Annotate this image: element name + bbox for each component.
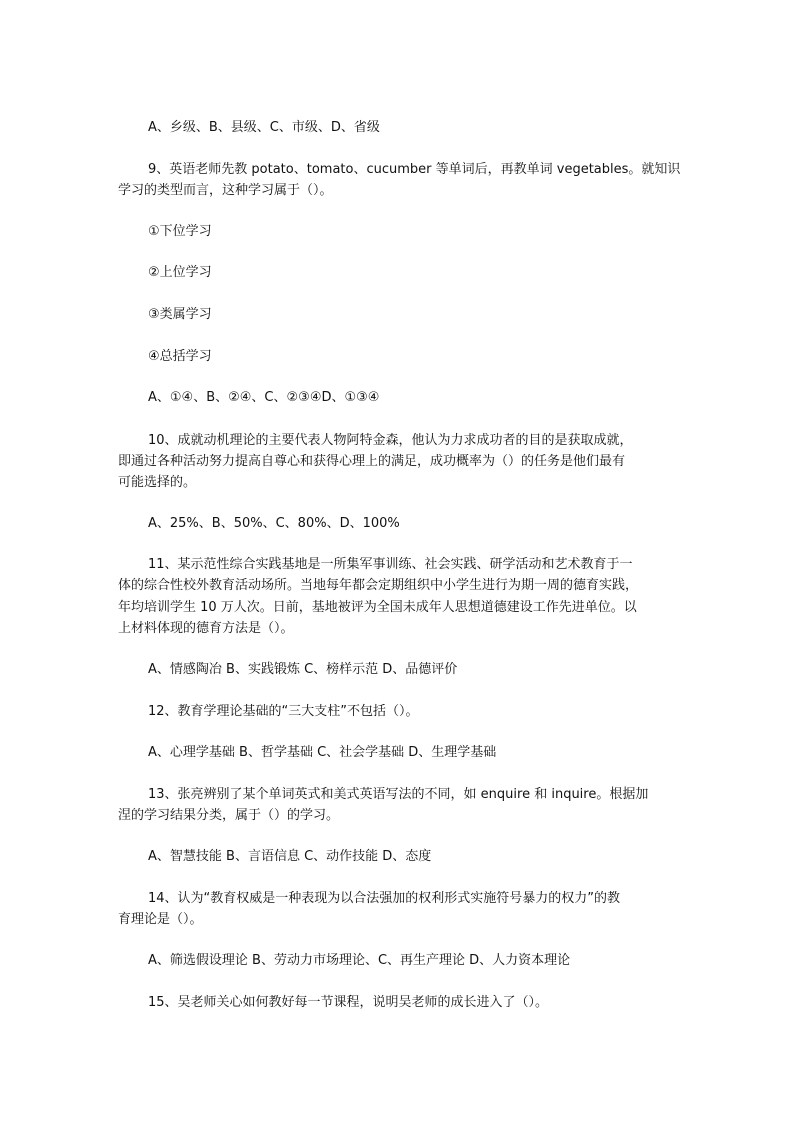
q14-question-line-1: 14、认为“教育权威是一种表现为以合法强加的权利形式实施符号暴力的权力”的教 — [148, 891, 621, 906]
q13-question-line-2: 涅的学习结果分类，属于（）的学习。 — [118, 808, 340, 823]
q13-question-line-1: 13、张亮辨别了某个单词英式和美式英语写法的不同，如 enquire 和 inquire。根据加 — [148, 787, 649, 802]
q15-question: 15、吴老师关心如何教好每一节课程，说明吴老师的成长进入了（）。 — [148, 995, 549, 1010]
q14-question-line-2: 育理论是（）。 — [118, 912, 203, 927]
q11-question-line-2: 体的综合性校外教育活动场所。当地每年都会定期组织中小学生进行为期一周的德育实践， — [118, 578, 639, 593]
q11-question-line-1: 11、某示范性综合实践基地是一所集军事训练、社会实践、研学活动和艺术教育于一 — [148, 557, 633, 572]
q13-options: A、智慧技能 B、言语信息 C、动作技能 D、态度 — [148, 849, 432, 864]
q9-options: A、①④、B、②④、C、②③④D、①③④ — [148, 390, 380, 405]
q14-options: A、筛选假设理论 B、劳动力市场理论、C、再生产理论 D、人力资本理论 — [148, 953, 571, 968]
q10-question-line-2: 即通过各种活动努力提高自尊心和获得心理上的满足，成功概率为（）的任务是他们最有 — [118, 454, 626, 469]
q9-item-1: ①下位学习 — [148, 224, 212, 239]
q10-options: A、25%、B、50%、C、80%、D、100% — [148, 516, 400, 531]
q11-question-line-4: 上材料体现的德育方法是（）。 — [118, 621, 294, 636]
q11-question-line-3: 年均培训学生 10 万人次。日前，基地被评为全国未成年人思想道德建设工作先进单位。以 — [118, 600, 637, 615]
q12-options: A、心理学基础 B、哲学基础 C、社会学基础 D、生理学基础 — [148, 745, 497, 760]
q10-question-line-1: 10、成就动机理论的主要代表人物阿特金森，他认为力求成功者的目的是获取成就， — [148, 433, 633, 448]
q12-question: 12、教育学理论基础的“三大支柱”不包括（）。 — [148, 704, 419, 719]
q9-item-2: ②上位学习 — [148, 265, 212, 280]
q8-options: A、乡级、B、县级、C、市级、D、省级 — [148, 120, 380, 135]
q9-question-line-2: 学习的类型而言，这种学习属于（）。 — [118, 183, 333, 198]
q9-item-3: ③类属学习 — [148, 307, 212, 322]
q11-options: A、情感陶冶 B、实践锻炼 C、榜样示范 D、品德评价 — [148, 662, 458, 677]
q9-question-line-1: 9、英语老师先教 potato、tomato、cucumber 等单词后，再教单词 vegetables。就知识 — [148, 162, 681, 177]
q10-question-line-3: 可能选择的。 — [118, 475, 197, 490]
q9-item-4: ④总括学习 — [148, 349, 212, 364]
